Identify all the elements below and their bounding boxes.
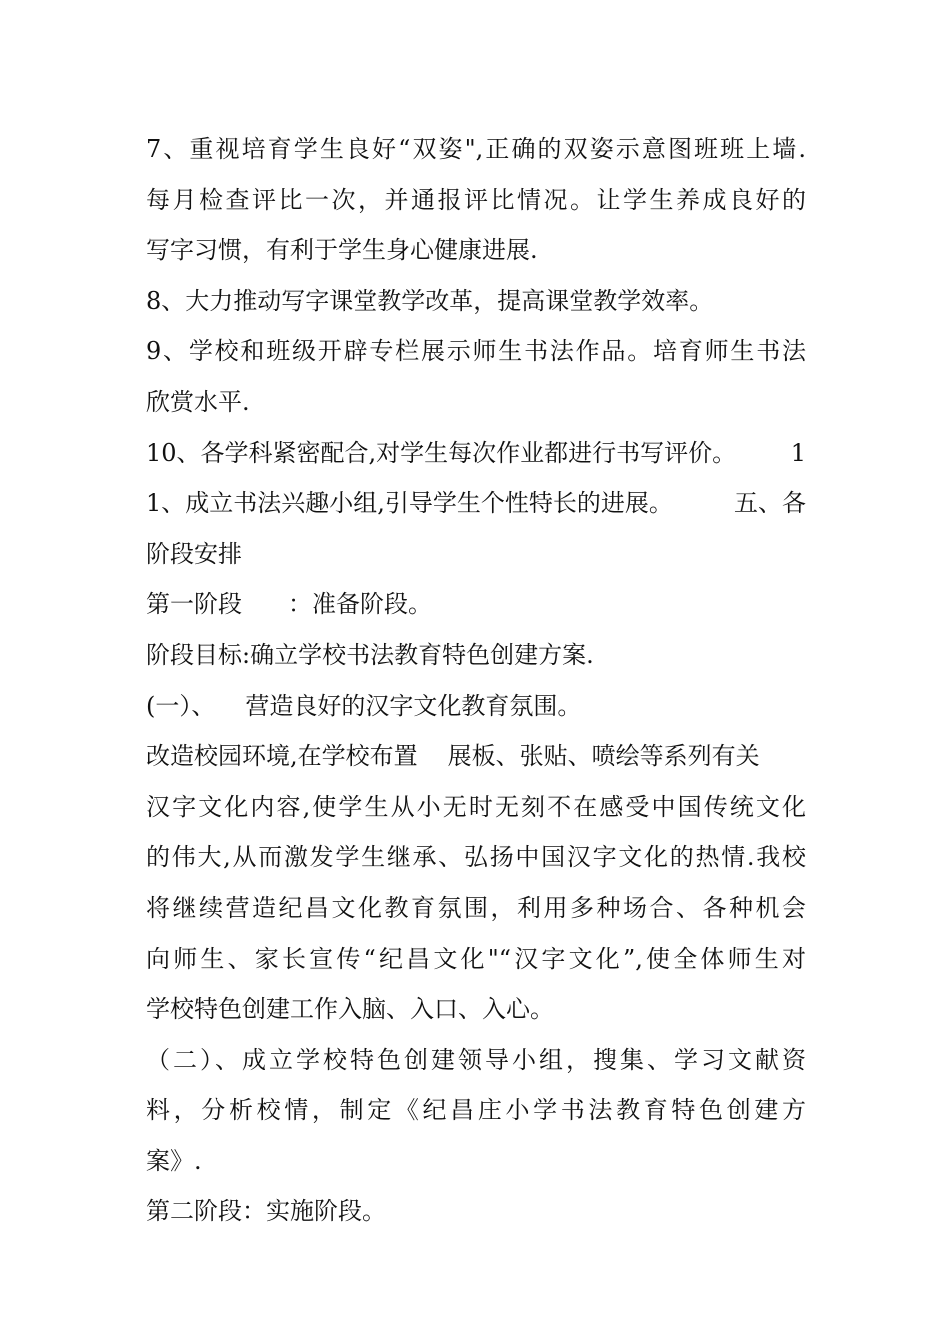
text-line: 学校特色创建工作入脑、入口、入心。 <box>146 995 554 1024</box>
text-line <box>146 579 806 630</box>
text-segment: 展板、张贴、喷绘等系列有关 <box>447 742 760 771</box>
text-line <box>146 478 806 529</box>
document-page <box>146 124 806 1237</box>
text-line: 向师生、家长宣传“纪昌文化"“汉字文化”,使全体师生对 <box>146 944 806 973</box>
text-line: 8、大力推动写字课堂教学改革，提高课堂教学效率。 <box>146 286 714 315</box>
text-line: 的伟大,从而激发学生继承、弘扬中国汉字文化的热情.我校 <box>146 843 806 872</box>
text-segment: 营造良好的汉字文化教育氛围。 <box>245 691 582 720</box>
text-line: 阶段安排 <box>146 539 242 568</box>
text-line <box>146 681 806 732</box>
text-line: 7、重视培育学生良好“双姿",正确的双姿示意图班班上墙. <box>146 135 806 163</box>
text-line: 欣赏水平. <box>146 387 250 416</box>
text-segment: 1、成立书法兴趣小组,引导学生个性特长的进展。 <box>146 489 673 518</box>
text-line: 写字习惯，有利于学生身心健康进展. <box>146 236 538 265</box>
text-line <box>146 428 806 479</box>
text-segment: 改造校园环境,在学校布置 <box>146 742 418 771</box>
text-line: 将继续营造纪昌文化教育氛围，利用多种场合、各种机会 <box>146 893 806 922</box>
text-line: （二）、成立学校特色创建领导小组，搜集、学习文献资 <box>146 1045 806 1074</box>
text-segment: ：准备阶段。 <box>288 590 432 619</box>
text-segment: 1 <box>790 438 806 467</box>
text-segment: 第一阶段 <box>146 590 242 619</box>
text-line: 第二阶段：实施阶段。 <box>146 1197 386 1226</box>
text-line: 阶段目标:确立学校书法教育特色创建方案. <box>146 640 594 669</box>
text-line: 每月检查评比一次，并通报评比情况。让学生养成良好的 <box>146 185 806 214</box>
text-line <box>146 731 806 782</box>
text-segment: 10、各学科紧密配合,对学生每次作业都进行书写评价。 <box>146 438 737 467</box>
text-segment: 五、各 <box>734 489 806 518</box>
text-line: 料，分析校情，制定《纪昌庄小学书法教育特色创建方 <box>146 1096 806 1125</box>
text-line: 案》. <box>146 1146 202 1175</box>
text-line: 9、学校和班级开辟专栏展示师生书法作品。培育师生书法 <box>146 337 806 366</box>
text-segment: (一）、 <box>146 691 216 720</box>
text-line: 汉字文化内容,使学生从小无时无刻不在感受中国传统文化 <box>146 792 806 821</box>
